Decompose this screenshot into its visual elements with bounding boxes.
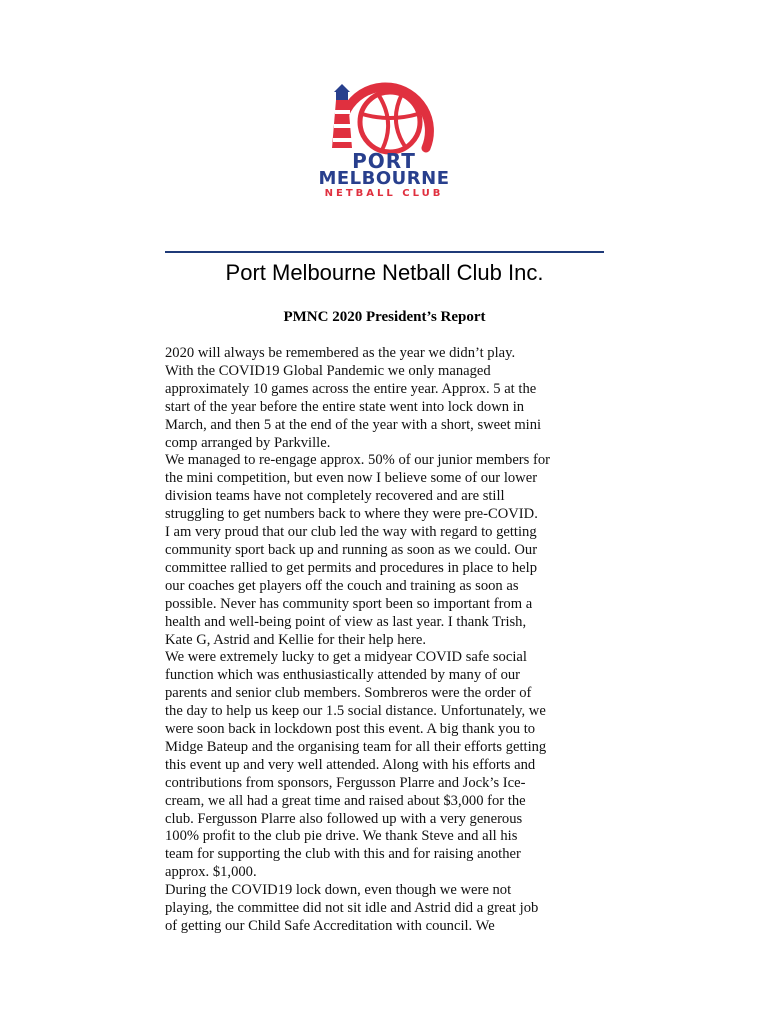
body-line: possible. Never has community sport been so important from a: [165, 595, 533, 612]
body-line: club. Fergusson Plarre also followed up with a very generous: [165, 810, 523, 827]
body-line: division teams have not completely recovered and are still: [165, 488, 505, 505]
body-line: community sport back up and running as soon as we could. Our: [165, 541, 538, 558]
logo-text-netball-club: NETBALL CLUB: [324, 188, 444, 199]
body-line: We were extremely lucky to get a midyear COVID safe social: [165, 649, 527, 666]
body-line: were soon back in lockdown post this event. A big thank you to: [165, 721, 536, 738]
body-line: 100% profit to the club pie drive. We thank Steve and all his: [165, 828, 518, 845]
body-line: contributions from sponsors, Fergusson Plarre and Jock’s Ice-: [165, 774, 526, 791]
body-line: function which was enthusiastically attended by many of our: [165, 667, 521, 684]
report-title: PMNC 2020 President’s Report: [283, 309, 486, 325]
body-line: comp arranged by Parkville.: [165, 434, 331, 451]
header-divider: [165, 251, 604, 253]
logo-text-melbourne: MELBOURNE: [318, 168, 450, 189]
body-line: We managed to re-engage approx. 50% of our junior members for: [165, 452, 551, 469]
body-line: our coaches get players off the couch and training as soon as: [165, 577, 519, 594]
body-line: the day to help us keep our 1.5 social distance. Unfortunately, we: [165, 703, 546, 720]
body-line: team for supporting the club with this and for raising another: [165, 846, 521, 863]
club-name-heading: Port Melbourne Netball Club Inc.: [225, 260, 544, 285]
body-line: cream, we all had a great time and raised about $3,000 for the: [165, 792, 526, 809]
body-line: With the COVID19 Global Pandemic we only managed: [165, 362, 491, 379]
body-line: of getting our Child Safe Accreditation with council. We: [165, 918, 495, 934]
body-line: Midge Bateup and the organising team for all their efforts getting: [165, 738, 547, 755]
body-line: approx. $1,000.: [165, 864, 257, 881]
body-line: committee rallied to get permits and procedures in place to help: [165, 559, 538, 576]
body-line: Kate G, Astrid and Kellie for their help here.: [165, 631, 426, 648]
body-line: this event up and very well attended. Along with his efforts and: [165, 756, 536, 773]
body-line: I am very proud that our club led the way with regard to getting: [165, 524, 537, 541]
report-body: [165, 345, 605, 936]
body-line: parents and senior club members. Sombreros were the order of: [165, 685, 532, 702]
body-line: struggling to get numbers back to where they were pre-COVID.: [165, 506, 538, 523]
body-line: playing, the committee did not sit idle and Astrid did a great job: [165, 900, 539, 917]
body-line: the mini competition, but even now I believe some of our lower: [165, 470, 538, 487]
body-line: During the COVID19 lock down, even though we were not: [165, 882, 512, 899]
club-logo: [298, 78, 470, 218]
body-line: 2020 will always be remembered as the year we didn’t play.: [165, 345, 516, 361]
logo-text-port: PORT: [352, 149, 416, 173]
body-line: start of the year before the entire state went into lock down in: [165, 398, 525, 415]
body-line: approximately 10 games across the entire year. Approx. 5 at the: [165, 380, 537, 397]
body-line: health and well-being point of view as last year. I thank Trish,: [165, 613, 527, 630]
body-line: March, and then 5 at the end of the year with a short, sweet mini: [165, 416, 542, 433]
